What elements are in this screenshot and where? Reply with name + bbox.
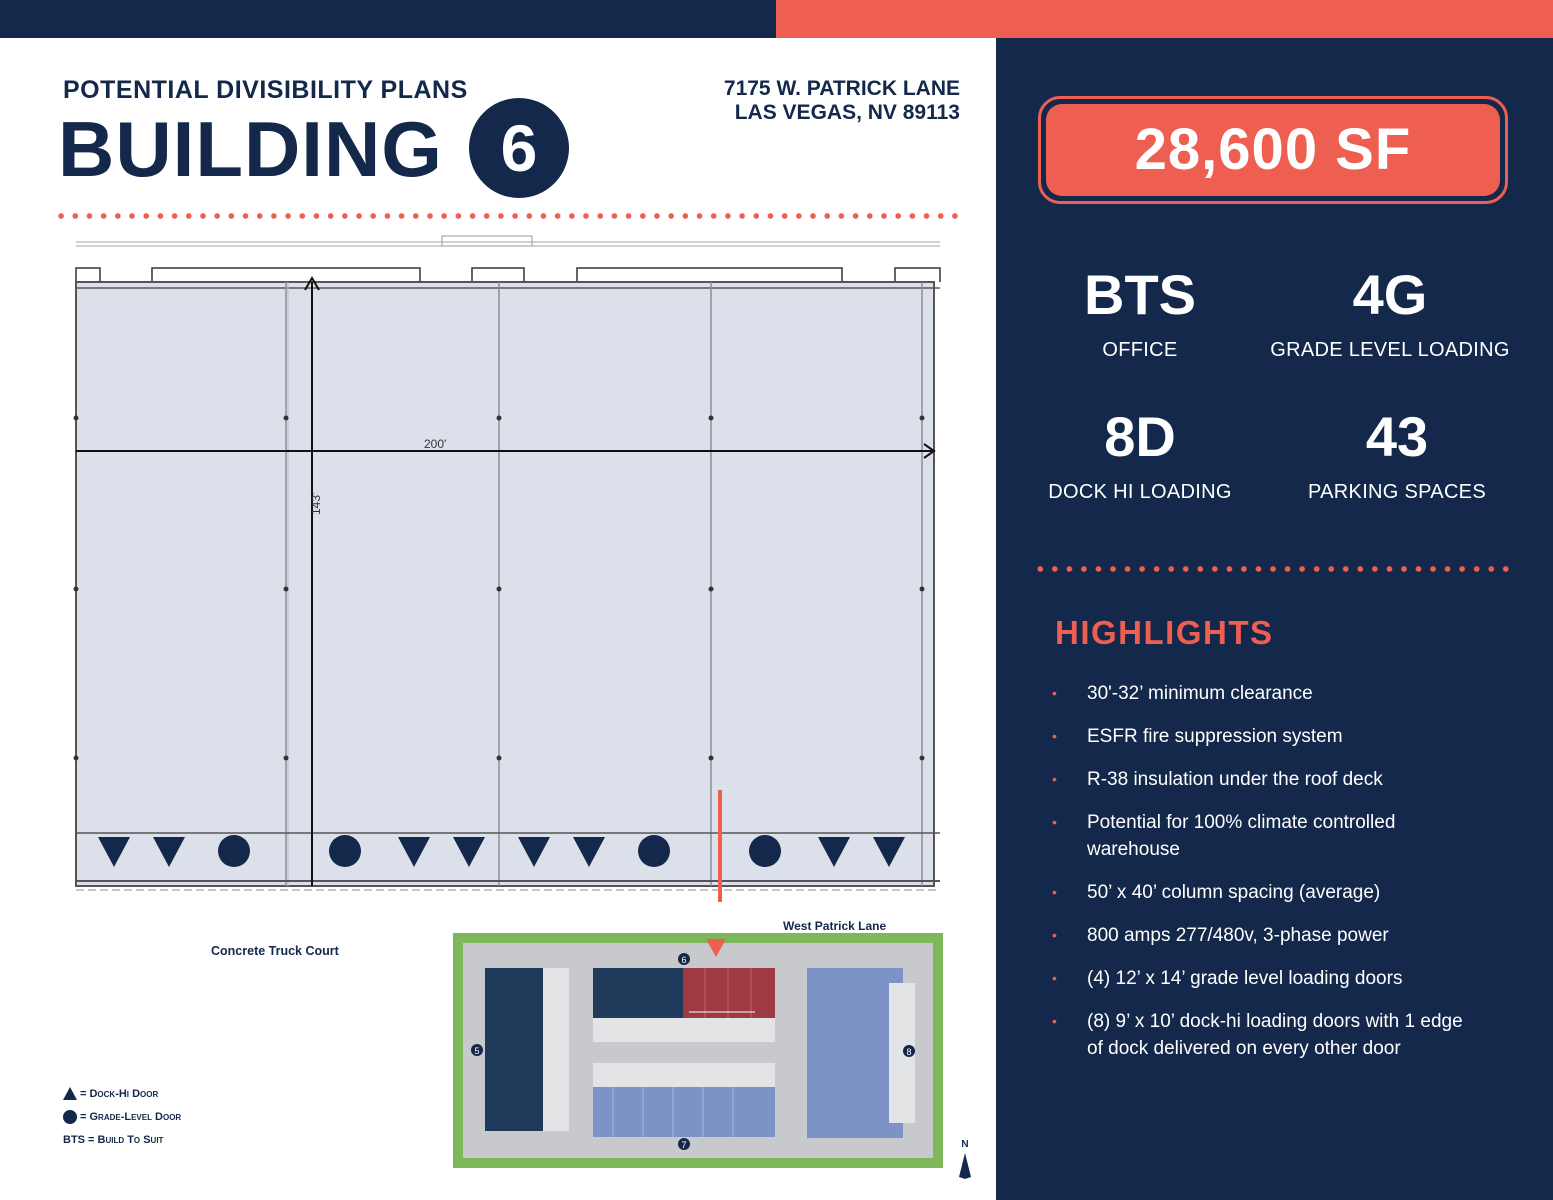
truck-court-label: Concrete Truck Court bbox=[211, 944, 339, 958]
stat-dock-hi-loading bbox=[1030, 407, 1250, 504]
bullet-icon: • bbox=[1052, 685, 1057, 701]
grade-level-door bbox=[218, 835, 250, 867]
legend-bts-text: BTS = Build To Suit bbox=[63, 1133, 164, 1146]
top-bar-coral bbox=[776, 0, 1553, 38]
square-footage: 28,600 SF bbox=[1046, 104, 1500, 196]
stat-label: DOCK HI LOADING bbox=[1048, 481, 1232, 503]
dotted-divider-right bbox=[1033, 565, 1513, 573]
stat-parking-spaces bbox=[1290, 407, 1504, 504]
legend-bts bbox=[63, 1128, 181, 1151]
stat-label: PARKING SPACES bbox=[1308, 481, 1486, 503]
page-title: BUILDING bbox=[58, 105, 443, 193]
highlights-title: HIGHLIGHTS bbox=[1055, 614, 1274, 651]
site-building-7-label: 7 bbox=[681, 1140, 687, 1150]
stat-office bbox=[1040, 265, 1240, 362]
triangle-icon bbox=[63, 1087, 77, 1100]
building-number-badge: 6 bbox=[469, 98, 569, 198]
stat-value: 43 bbox=[1365, 405, 1429, 468]
legend-grade-level bbox=[63, 1105, 181, 1128]
highlight-item: • R-38 insulation under the roof deck bbox=[1052, 766, 1472, 793]
bullet-icon: • bbox=[1052, 728, 1057, 744]
legend bbox=[63, 1082, 181, 1151]
stat-value: BTS bbox=[1084, 263, 1196, 326]
address-line-1: 7175 W. PATRICK LANE bbox=[723, 77, 960, 100]
site-building-6-label: 6 bbox=[681, 955, 687, 965]
highlight-item: • 800 amps 277/480v, 3-phase power bbox=[1052, 922, 1472, 949]
page-subtitle: POTENTIAL DIVISIBILITY PLANS bbox=[63, 76, 468, 104]
highlight-item: • 30'-32’ minimum clearance bbox=[1052, 680, 1472, 707]
address-block bbox=[724, 77, 960, 125]
legend-grade-level-text: = Grade-Level Door bbox=[80, 1110, 182, 1123]
grade-level-door bbox=[329, 835, 361, 867]
stat-value: 4G bbox=[1352, 263, 1428, 326]
bullet-icon: • bbox=[1052, 884, 1057, 900]
highlight-item: • ESFR fire suppression system bbox=[1052, 723, 1472, 750]
north-label: N bbox=[961, 1139, 969, 1150]
highlight-item: • (8) 9’ x 10’ dock-hi loading doors with 1 edge of dock delivered on every other door bbox=[1052, 1008, 1472, 1062]
top-bar-navy bbox=[0, 0, 776, 38]
highlight-item: • 50’ x 40’ column spacing (average) bbox=[1052, 879, 1472, 906]
site-building-8-label: 8 bbox=[906, 1047, 912, 1057]
width-dimension-label: 200' bbox=[424, 437, 447, 451]
highlight-item: • Potential for 100% climate controlled warehouse bbox=[1052, 809, 1472, 863]
stat-grade-level-loading bbox=[1262, 265, 1518, 362]
grade-level-door bbox=[638, 835, 670, 867]
stat-label: GRADE LEVEL LOADING bbox=[1270, 339, 1510, 361]
circle-icon bbox=[63, 1110, 77, 1124]
legend-dock-hi-text: = Dock-Hi Door bbox=[80, 1087, 159, 1100]
site-map bbox=[443, 913, 973, 1188]
street-label: West Patrick Lane bbox=[783, 919, 887, 933]
grade-level-door bbox=[749, 835, 781, 867]
address-line-2: LAS VEGAS, NV 89113 bbox=[734, 101, 960, 124]
bullet-icon: • bbox=[1052, 771, 1057, 787]
highlight-item: • (4) 12’ x 14’ grade level loading doors bbox=[1052, 965, 1472, 992]
depth-dimension-label: 143' bbox=[309, 492, 323, 515]
floor-plan bbox=[72, 230, 947, 902]
legend-dock-hi bbox=[63, 1082, 181, 1105]
bullet-icon: • bbox=[1052, 814, 1057, 830]
bullet-icon: • bbox=[1052, 970, 1057, 986]
bullet-icon: • bbox=[1052, 1013, 1057, 1029]
highlights-list bbox=[1052, 680, 1472, 1078]
site-building-5-label: 5 bbox=[474, 1046, 480, 1056]
stat-label: OFFICE bbox=[1102, 339, 1178, 361]
dotted-divider bbox=[54, 212, 959, 220]
bullet-icon: • bbox=[1052, 927, 1057, 943]
stat-value: 8D bbox=[1104, 405, 1176, 468]
